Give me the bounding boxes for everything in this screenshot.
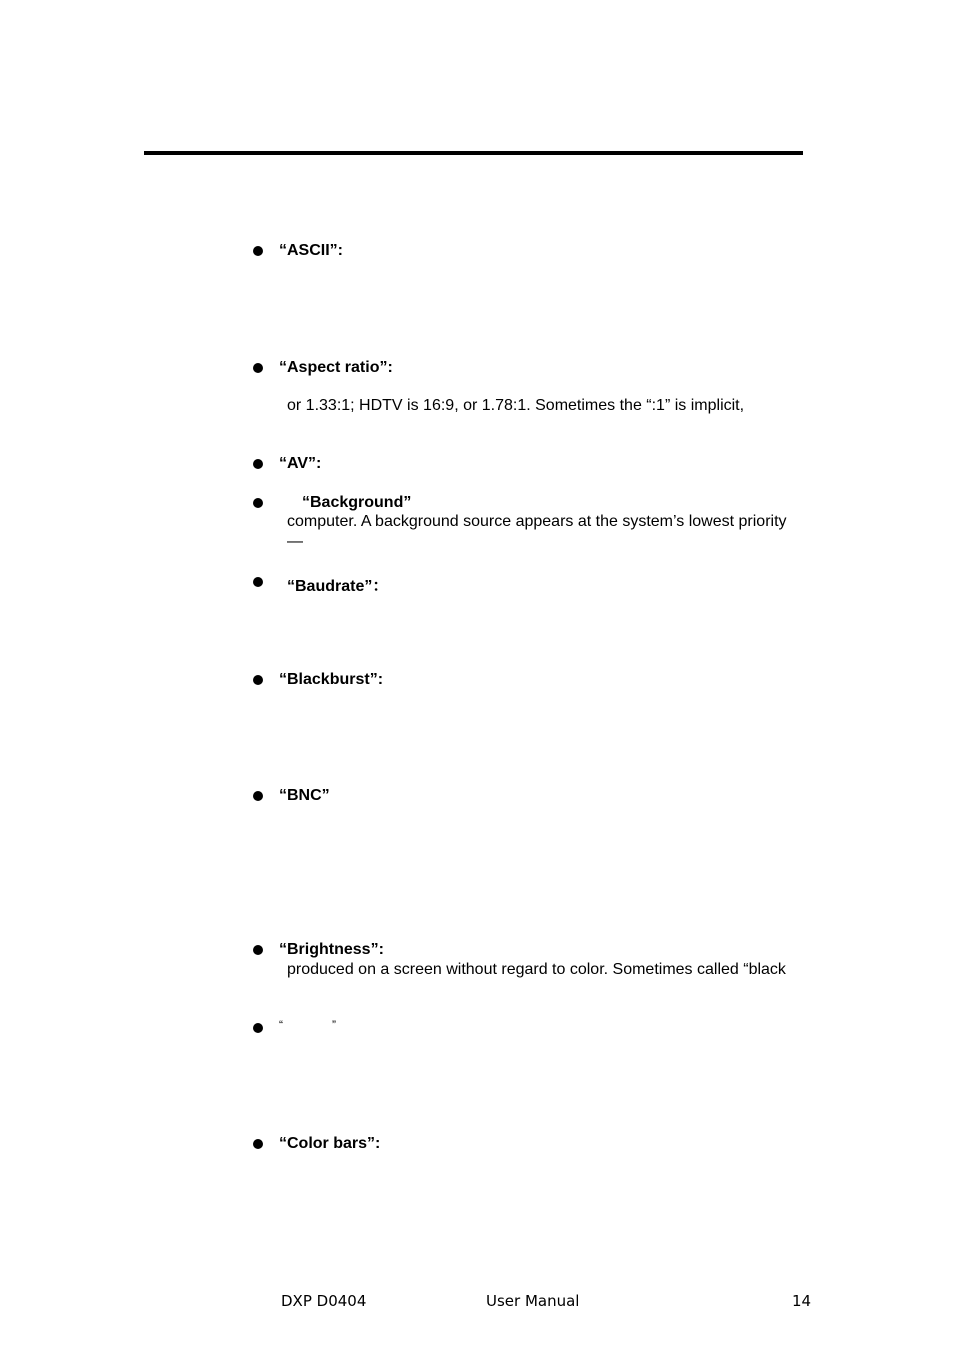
term-aspect-ratio: “Aspect ratio”: <box>279 359 393 376</box>
bullet-icon <box>253 1139 263 1149</box>
open-quote: “ <box>279 1018 283 1032</box>
bullet-icon <box>253 945 263 955</box>
term-bnc: “BNC” <box>279 787 330 804</box>
bullet-icon <box>253 1023 263 1033</box>
header-rule <box>144 151 803 155</box>
term-ascii: “ASCII”: <box>279 242 343 259</box>
bullet-icon <box>253 791 263 801</box>
desc-background: computer. A background source appears at the system’s lowest priority <box>287 513 787 530</box>
bullet-icon <box>253 577 263 587</box>
bullet-icon <box>253 246 263 256</box>
term-brightness: “Brightness”: <box>279 941 384 958</box>
footer-title: User Manual <box>486 1292 580 1310</box>
bullet-icon <box>253 498 263 508</box>
term-baudrate: “Baudrate”： <box>287 578 389 595</box>
desc-aspect-ratio: or 1.33:1; HDTV is 16:9, or 1.78:1. Sometimes the “:1” is implicit, <box>287 397 745 414</box>
page-number: 14 <box>792 1292 812 1310</box>
bullet-icon <box>253 675 263 685</box>
close-quote: ” <box>332 1018 336 1032</box>
desc-brightness: produced on a screen without regard to color. Sometimes called “black <box>287 961 786 978</box>
bullet-icon <box>253 459 263 469</box>
bullet-icon <box>253 363 263 373</box>
term-color-bars: “Color bars”: <box>279 1135 381 1152</box>
term-av: “AV”: <box>279 455 322 472</box>
footer-model: DXP D0404 <box>281 1292 367 1310</box>
term-background: “Background” <box>302 494 412 511</box>
term-blackburst: “Blackburst”: <box>279 671 384 688</box>
desc-background-dash: — <box>287 533 303 550</box>
